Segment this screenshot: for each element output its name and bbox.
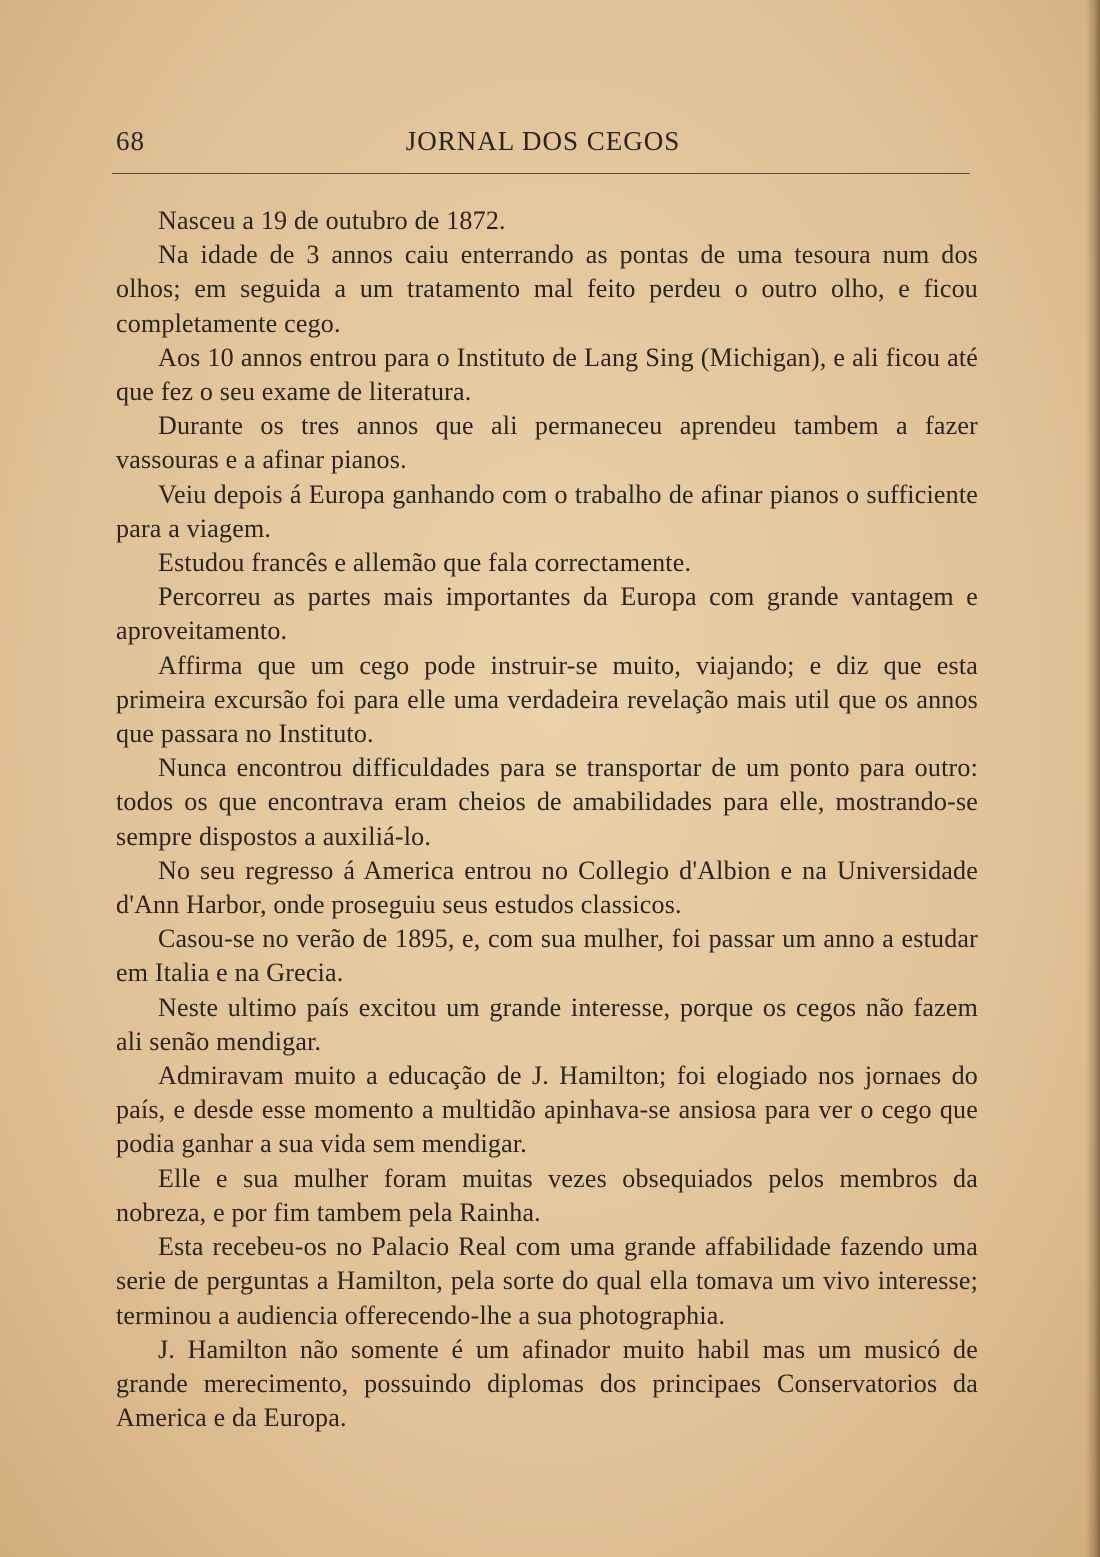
page-number: 68 — [116, 126, 145, 156]
paragraph: No seu regresso á America entrou no Collegio d'Albion e na Universidade d'Ann Harbor, onde proseguiu seus estudos classicos. — [116, 855, 978, 920]
article-body — [116, 204, 978, 1435]
paragraph: Durante os tres annos que ali permaneceu aprendeu tambem a fazer vassouras e a afinar pianos. — [116, 411, 978, 475]
running-header — [116, 126, 970, 170]
paragraph: Esta recebeu-os no Palacio Real com uma grande affabilidade fazendo uma serie de perguntas a Hamilton, pela sorte do qual ella tomava um vivo interesse; terminou a audiencia offerecendo-lhe a sua photographia. — [116, 1232, 978, 1330]
running-title: JORNAL DOS CEGOS — [405, 126, 681, 156]
paragraph: Nasceu a 19 de outubro de 1872. — [158, 206, 506, 235]
paragraph: Percorreu as partes mais importantes da Europa com grande vantagem e aproveitamento. — [116, 582, 978, 646]
paragraph: Admiravam muito a educação de J. Hamilton; foi elogiado nos jornaes do país, e desde esse momento a multidão apinhava-se ansiosa para ver o cego que podia ganhar a sua vida sem mendigar. — [116, 1061, 978, 1159]
paragraph: Nunca encontrou difficuldades para se transportar de um ponto para outro: todos os que encontrava eram cheios de amabilidades para elle, mostrando-se sempre dispostos a auxiliá-lo. — [116, 753, 978, 851]
paragraph: Na idade de 3 annos caiu enterrando as pontas de uma tesoura num dos olhos; em seguida a um tratamento mal feito perdeu o outro olho, e ficou completamente cego. — [116, 240, 978, 338]
header-rule — [112, 173, 970, 174]
paragraph: Affirma que um cego pode instruir-se muito, viajando; e diz que esta primeira excursão foi para elle uma verdadeira revelação mais util que os annos que passara no Instituto. — [116, 650, 978, 749]
paragraph: Estudou francês e allemão que fala correctamente. — [158, 548, 692, 578]
paragraph: Aos 10 annos entrou para o Instituto de Lang Sing (Michigan), e ali ficou até que fez o seu exame de literatura. — [116, 342, 978, 407]
paragraph: J. Hamilton não somente é um afinador muito habil mas um musicó de grande merecimento, possuindo diplomas dos principaes Conservatorios da America e da Europa. — [116, 1334, 978, 1433]
paragraph: Veiu depois á Europa ganhando com o trabalho de afinar pianos o sufficiente para a viagem. — [116, 479, 978, 543]
paragraph: Casou-se no verão de 1895, e, com sua mulher, foi passar um anno a estudar em Italia e na Grecia. — [116, 924, 978, 988]
paragraph: Neste ultimo país excitou um grande interesse, porque os cegos não fazem ali senão mendigar. — [116, 992, 978, 1056]
paragraph: Elle e sua mulher foram muitas vezes obsequiados pelos membros da nobreza, e por fim tambem pela Rainha. — [116, 1163, 978, 1227]
page-spine-shadow — [1086, 0, 1100, 1557]
